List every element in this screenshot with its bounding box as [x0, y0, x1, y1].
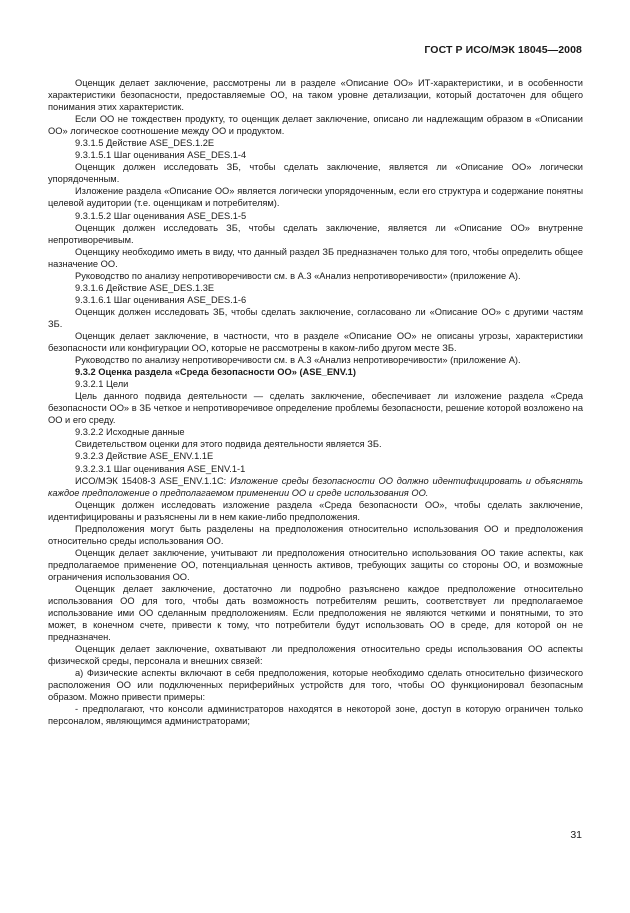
section-heading: 9.3.2.1 Цели — [75, 379, 129, 390]
paragraph: Оценщик делает заключение, достаточно ли подробно разъяснено каждое предположение относительно использования ОО для того, чтобы дать возможность потребителям решить, соответствует ли предполагаемое использование ими ОО сделанным предположениям. Если предположения не являются четкими и понятными, то это может, в конечном счете, привести к тому, что потребители будут использовать ОО в среде, для которой он не предназначен. — [48, 583, 583, 643]
paragraph: Оценщик должен исследовать изложение раздела «Среда безопасности ОО», чтобы сделать заключение, идентифицированы и разъяснены ли в нем какие-либо предположения. — [48, 499, 583, 522]
page-number: 31 — [570, 829, 582, 841]
paragraph: Оценщик делает заключение, рассмотрены ли в разделе «Описание ОО» ИТ-характеристики, и в особенности характеристики безопасности, предоставляемые ОО, на таком уровне детализации, который достаточен для общего понимания этих характеристик. — [48, 78, 583, 113]
paragraph: Если ОО не тождествен продукту, то оценщик делает заключение, описано ли надлежащим образом в «Описании ОО» логическое соотношение между ОО и продуктом. — [48, 114, 583, 137]
section-heading: 9.3.1.5.2 Шаг оценивания ASE_DES.1-5 — [75, 210, 247, 221]
paragraph: Оценщик должен исследовать ЗБ, чтобы сделать заключение, является ли «Описание ОО» внутренне непротиворечивым. — [48, 222, 583, 245]
paragraph: Оценщик делает заключение, учитывают ли предположения относительно использования ОО такие аспекты, как предполагаемое применение ОО, потенциальная ценность активов, требующих защиты со стороны ОО, и возможные ограничения использования ОО. — [48, 547, 583, 582]
section-heading: 9.3.1.6.1 Шаг оценивания ASE_DES.1-6 — [75, 294, 247, 305]
paragraph: Руководство по анализу непротиворечивости см. в А.3 «Анализ непротиворечивости» (приложение А). — [75, 355, 521, 366]
standard-header: ГОСТ Р ИСО/МЭК 18045—2008 — [424, 44, 582, 56]
requirement-reference: ИСО/МЭК 15408-3 ASE_ENV.1.1C: — [75, 475, 227, 486]
paragraph: Руководство по анализу непротиворечивости см. в А.3 «Анализ непротиворечивости» (приложение А). — [75, 270, 521, 281]
section-heading: 9.3.1.5.1 Шаг оценивания ASE_DES.1-4 — [75, 150, 247, 161]
list-item: - предполагают, что консоли администраторов находятся в некоторой зоне, доступ в которую ограничен только персоналом, являющимся администраторами; — [48, 704, 583, 727]
paragraph: Цель данного подвида деятельности — сделать заключение, обеспечивает ли изложение раздела «Среда безопасности ОО» в ЗБ четкое и непротиворечивое определение проблемы безопасности, решение которой возложено на ОО и его среду. — [48, 391, 583, 426]
section-heading: 9.3.2.2 Исходные данные — [75, 427, 185, 438]
paragraph: Оценщик делает заключение, в частности, что в разделе «Описание ОО» не описаны угрозы, характеристики безопасности или конфигурации ОО, которые не рассмотрены в каком-либо другом месте ЗБ. — [48, 330, 583, 354]
paragraph: Изложение раздела «Описание ОО» является логически упорядоченным, если его структура и содержание понятны целевой аудитории (т.е. оценщикам и потребителям). — [48, 186, 583, 209]
paragraph: Оценщик делает заключение, охватывают ли предположения относительно среды использования ОО аспекты физической среды, персонала и внешних связей: — [48, 644, 583, 667]
section-heading: 9.3.1.6 Действие ASE_DES.1.3E — [75, 282, 215, 293]
section-heading: 9.3.2.3 Действие ASE_ENV.1.1E — [75, 451, 214, 462]
section-heading-bold: 9.3.2 Оценка раздела «Среда безопасности ОО» (ASE_ENV.1) — [75, 367, 356, 378]
section-heading: 9.3.2.3.1 Шаг оценивания ASE_ENV.1-1 — [75, 463, 246, 474]
paragraph: Свидетельством оценки для этого подвида деятельности является ЗБ. — [75, 439, 382, 450]
paragraph: Оценщик должен исследовать ЗБ, чтобы сделать заключение, является ли «Описание ОО» логически упорядоченным. — [48, 162, 583, 185]
requirement-paragraph — [48, 475, 583, 499]
list-item: а) Физические аспекты включают в себя предположения, которые необходимо сделать относительно физического расположения ОО или подключенных периферийных устройств для того, чтобы ОО функционировал безопасным образом. Можно привести примеры: — [48, 668, 583, 703]
paragraph: Предположения могут быть разделены на предположения относительно использования ОО и предположения относительно среды использования ОО. — [48, 523, 583, 546]
paragraph: Оценщик должен исследовать ЗБ, чтобы сделать заключение, согласовано ли «Описание ОО» с другими частям ЗБ. — [48, 306, 583, 329]
section-heading: 9.3.1.5 Действие ASE_DES.1.2E — [75, 138, 215, 149]
requirement-text: Изложение среды безопасности ОО должно идентифицировать и объяснять каждое предположение о предполагаемом применении ОО и среде использования ОО. — [48, 475, 583, 498]
paragraph: Оценщику необходимо иметь в виду, что данный раздел ЗБ предназначен только для того, чтобы определить общее назначение ОО. — [48, 246, 583, 269]
document-body — [48, 77, 583, 728]
